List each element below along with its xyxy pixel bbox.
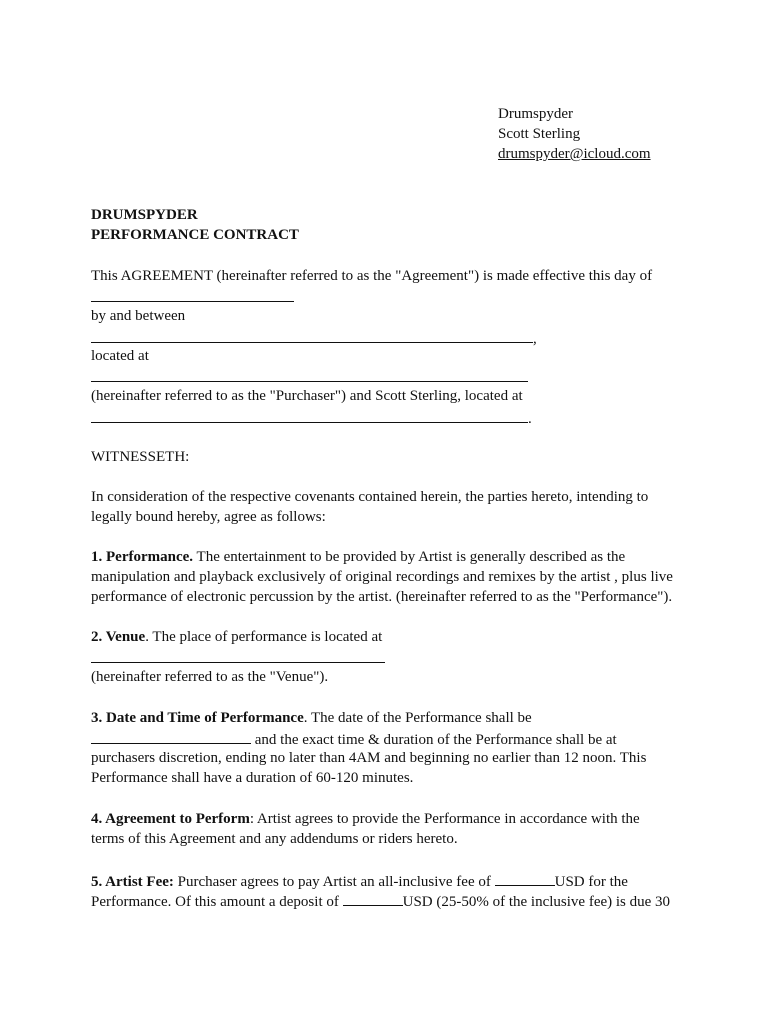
- period: .: [528, 411, 532, 427]
- section-venue-line-2: (hereinafter referred to as the "Venue").: [91, 669, 329, 685]
- section-text: . The place of performance is located at: [145, 629, 383, 645]
- section-fee: [91, 870, 628, 892]
- artist-location-blank: [91, 407, 532, 429]
- section-text: . The date of the Performance shall be: [303, 710, 532, 726]
- blank-line: [91, 728, 251, 744]
- blank-line: [91, 366, 528, 382]
- blank-line: [91, 407, 528, 423]
- section-agreement-heading: 4. Agreement to Perform: [91, 811, 250, 827]
- by-and-between: by and between: [91, 308, 186, 324]
- sender-name: Drumspyder: [498, 106, 573, 122]
- section-text: USD for the: [554, 874, 628, 890]
- document-title: DRUMSPYDER: [91, 207, 198, 223]
- section-venue: [91, 627, 382, 647]
- section-performance-line-3: performance of electronic percussion by the artist. (hereinafter referred to as the "Performance").: [91, 589, 673, 605]
- located-at: located at: [91, 348, 149, 364]
- section-performance-heading: 1. Performance.: [91, 549, 194, 565]
- section-fee-line-2: [91, 890, 670, 912]
- blank-line: [343, 890, 403, 906]
- section-date-time-heading: 3. Date and Time of Performance: [91, 710, 304, 726]
- consideration-line-2: legally bound hereby, agree as follows:: [91, 509, 326, 525]
- blank-line: [91, 327, 533, 343]
- witnesseth-heading: WITNESSETH:: [91, 449, 190, 465]
- section-date-time-line-4: Performance shall have a duration of 60-120 minutes.: [91, 770, 414, 786]
- section-performance: [91, 547, 625, 567]
- section-date-time: [91, 708, 532, 728]
- section-agreement: [91, 809, 640, 829]
- section-agreement-line-2: terms of this Agreement and any addendums or riders hereto.: [91, 831, 458, 847]
- section-date-time-line-2: [91, 728, 617, 750]
- section-text: and the exact time & duration of the Performance shall be at: [251, 732, 617, 748]
- location-blank: [91, 366, 528, 388]
- consideration-line-1: In consideration of the respective covenants contained herein, the parties hereto, intending to: [91, 489, 649, 505]
- section-date-time-line-3: purchasers discretion, ending no later than 4AM and beginning no earlier than 12 noon. This: [91, 750, 647, 766]
- section-text: Performance. Of this amount a deposit of: [91, 894, 343, 910]
- date-blank: [91, 286, 294, 308]
- sender-email-link[interactable]: drumspyder@icloud.com: [498, 146, 651, 162]
- venue-blank: [91, 647, 385, 669]
- document-subtitle: PERFORMANCE CONTRACT: [91, 227, 299, 243]
- section-performance-line-2: manipulation and playback exclusively of original recordings and remixes by the artist , plus live: [91, 569, 673, 585]
- blank-line: [495, 870, 555, 886]
- blank-line: [91, 286, 294, 302]
- comma: ,: [533, 331, 537, 347]
- blank-line: [91, 647, 385, 663]
- section-text: Purchaser agrees to pay Artist an all-inclusive fee of: [173, 874, 495, 890]
- section-text: USD (25-50% of the inclusive fee) is due 30: [402, 894, 671, 910]
- section-venue-heading: 2. Venue: [91, 629, 146, 645]
- section-text: The entertainment to be provided by Artist is generally described as the: [193, 549, 626, 565]
- section-fee-heading: 5. Artist Fee:: [91, 874, 174, 890]
- purchaser-reference: (hereinafter referred to as the "Purchaser") and Scott Sterling, located at: [91, 388, 523, 404]
- party-blank: [91, 327, 537, 349]
- section-text: : Artist agrees to provide the Performance in accordance with the: [249, 811, 640, 827]
- sender-person: Scott Sterling: [498, 126, 581, 142]
- intro-text: This AGREEMENT (hereinafter referred to as the "Agreement") is made effective this day of: [91, 268, 653, 284]
